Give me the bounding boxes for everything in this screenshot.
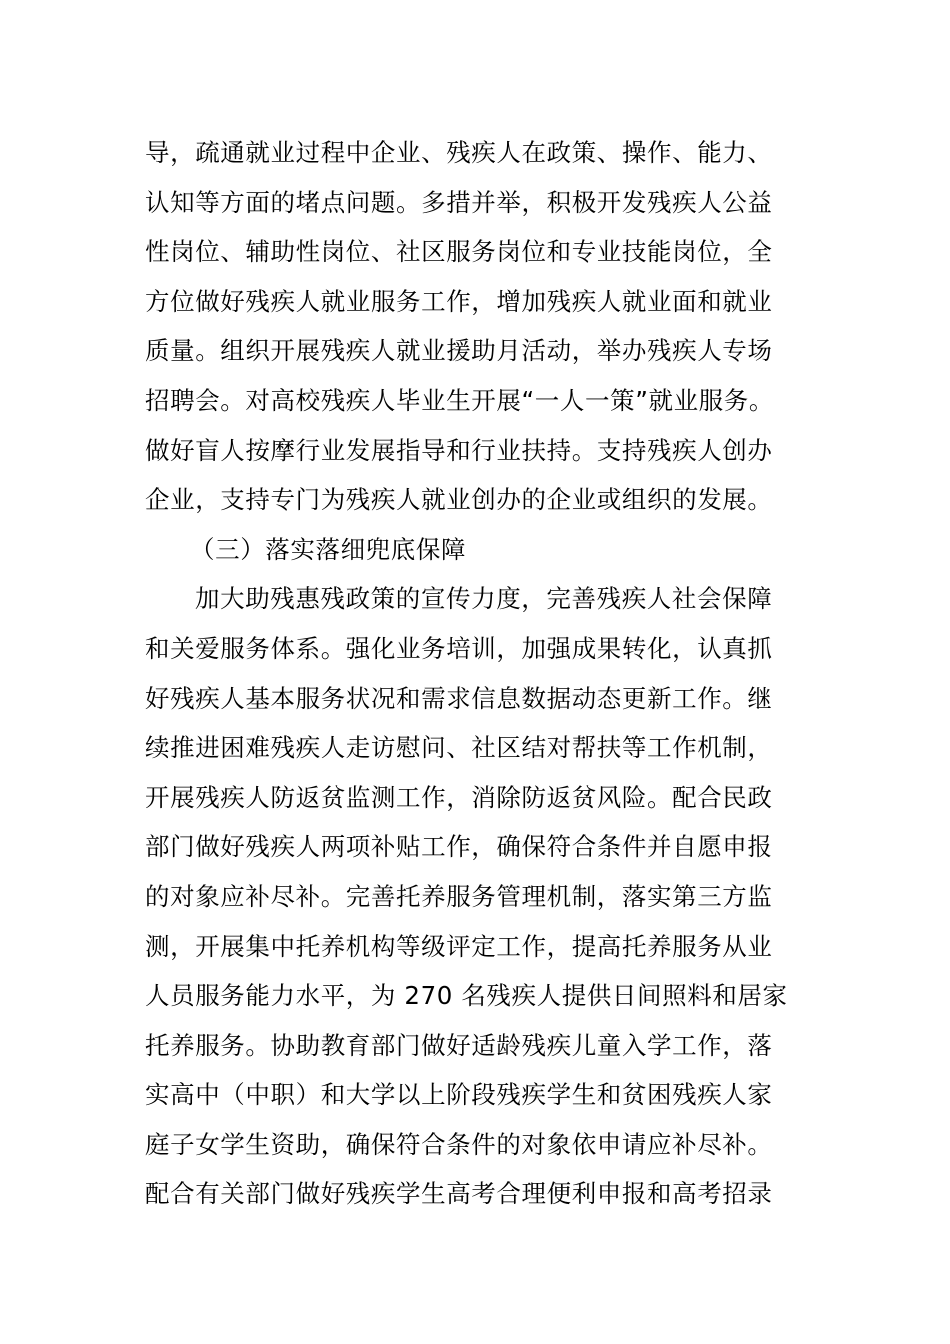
- text-line: 开展残疾人防返贫监测工作，消除防返贫风险。配合民政: [145, 782, 773, 812]
- text-line: 部门做好残疾人两项补贴工作，确保符合条件并自愿申报: [145, 832, 773, 862]
- text-line: 加大助残惠残政策的宣传力度，完善残疾人社会保障: [195, 584, 773, 614]
- text-line: 做好盲人按摩行业发展指导和行业扶持。支持残疾人创办: [145, 435, 773, 465]
- text-line: 认知等方面的堵点问题。多措并举，积极开发残疾人公益: [145, 187, 773, 217]
- text-line: 企业，支持专门为残疾人就业创办的企业或组织的发展。: [145, 485, 773, 515]
- text-line: 招聘会。对高校残疾人毕业生开展“一人一策”就业服务。: [145, 385, 774, 415]
- text-line: 测，开展集中托养机构等级评定工作，提高托养服务从业: [145, 931, 773, 961]
- text-line: 续推进困难残疾人走访慰问、社区结对帮扶等工作机制，: [145, 733, 773, 763]
- text-line: 好残疾人基本服务状况和需求信息数据动态更新工作。继: [145, 683, 773, 713]
- text-line: 托养服务。协助教育部门做好适龄残疾儿童入学工作，落: [145, 1030, 773, 1060]
- body-text: [145, 128, 815, 1219]
- text-line: 配合有关部门做好残疾学生高考合理便利申报和高考招录: [145, 1179, 773, 1209]
- text-line: 人员服务能力水平，为 270 名残疾人提供日间照料和居家: [145, 981, 788, 1011]
- text-line: 和关爱服务体系。强化业务培训，加强成果转化，认真抓: [145, 633, 773, 663]
- text-line: 的对象应补尽补。完善托养服务管理机制，落实第三方监: [145, 881, 773, 911]
- text-line: 导，疏通就业过程中企业、残疾人在政策、操作、能力、: [145, 138, 773, 167]
- text-line: 方位做好残疾人就业服务工作，增加残疾人就业面和就业: [145, 286, 773, 316]
- section-heading: （三）落实落细兜底保障: [190, 534, 467, 564]
- text-line: 质量。组织开展残疾人就业援助月活动，举办残疾人专场: [145, 336, 773, 366]
- text-line: 性岗位、辅助性岗位、社区服务岗位和专业技能岗位，全: [145, 237, 773, 267]
- text-line: 庭子女学生资助，确保符合条件的对象依申请应补尽补。: [145, 1129, 773, 1159]
- text-line: 实高中（中职）和大学以上阶段残疾学生和贫困残疾人家: [145, 1080, 773, 1110]
